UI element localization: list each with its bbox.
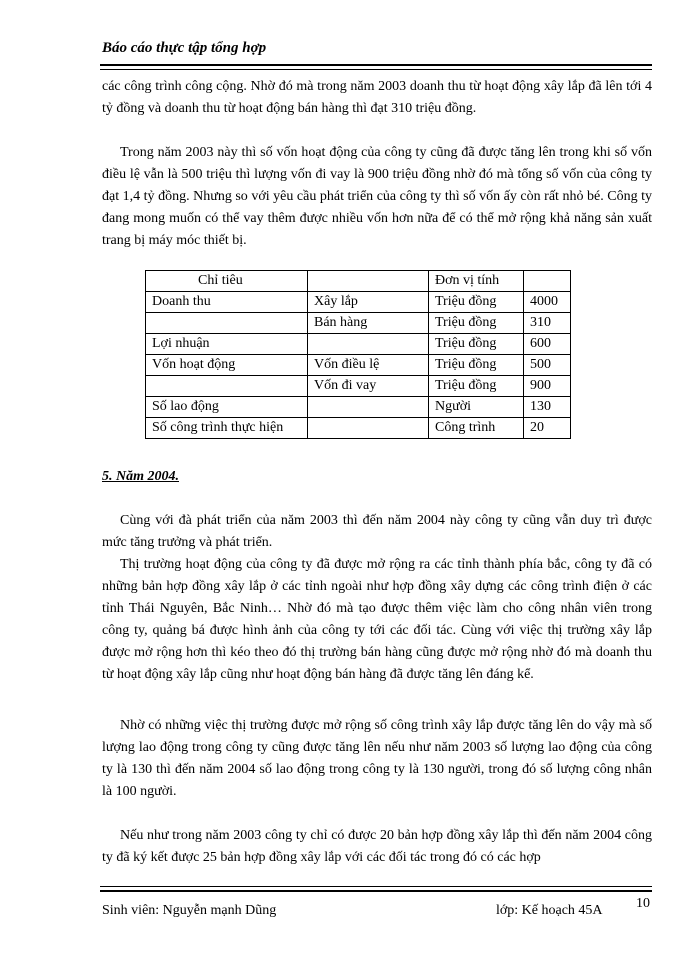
table-cell-main: Lợi nhuận	[146, 334, 308, 355]
table-cell-sub: Xây lắp	[308, 292, 429, 313]
table-cell-unit: Triệu đồng	[429, 313, 524, 334]
page-number: 10	[636, 896, 650, 911]
header-empty	[308, 271, 429, 292]
paragraph-labor-2004: Nhờ có những việc thị trường được mở rộng số công trình xây lắp được tăng lên do vậy mà số lượng lao động trong công ty cũng được tăng lên nếu như năm 2003 số lượng lao động của công ty là 130 thì đến năm 2004 số lao động trong công ty là 130 người, trong đó số lượng công nhân là 100 người.	[102, 718, 652, 799]
table-cell-value: 900	[524, 376, 571, 397]
table-cell-unit: Người	[429, 397, 524, 418]
paragraph-revenue-2003: các công trình công cộng. Nhờ đó mà trong năm 2003 doanh thu từ hoạt động xây lắp đã lên tới 4 tỷ đồng và doanh thu từ hoạt động bán hàng thì đạt 310 triệu đồng.	[102, 79, 652, 116]
table-cell-value: 600	[524, 334, 571, 355]
paragraph-capital-2003: Trong năm 2003 này thì số vốn hoạt động của công ty cũng đã được tăng lên trong khi số vốn điều lệ vẫn là 500 triệu thì lượng vốn đi vay là 900 triệu đồng nhờ đó mà tổng số vốn của công ty đạt 1,4 tỷ đồng. Nhưng so với yêu cầu phát triển của công ty thì số vốn ấy còn rất nhỏ bé. Công ty đang mong muốn có thể vay thêm được nhiều vốn hơn nữa để có thể mở rộng khả năng sản xuất trang bị máy móc thiết bị.	[102, 145, 652, 248]
header-value-empty	[524, 271, 571, 292]
footer-class: lớp: Kế hoạch 45A	[496, 903, 603, 918]
table-cell-main	[146, 376, 308, 397]
table-row	[146, 418, 571, 439]
table-cell-main	[146, 313, 308, 334]
table-cell-unit: Triệu đồng	[429, 292, 524, 313]
table-header-row	[146, 271, 571, 292]
footer-student: Sinh viên: Nguyễn mạnh Dũng	[102, 903, 277, 918]
table-cell-value: 4000	[524, 292, 571, 313]
table-cell-main: Doanh thu	[146, 292, 308, 313]
header-unit: Đơn vị tính	[429, 271, 524, 292]
table-cell-main: Vốn hoạt động	[146, 355, 308, 376]
table-cell-value: 130	[524, 397, 571, 418]
paragraph-market-2004: Thị trường hoạt động của công ty đã được mở rộng ra các tỉnh thành phía bắc, công ty đã có những bản hợp đồng xây lắp ở các tỉnh ngoài như hợp đồng xây dựng các công trình điện ở các tỉnh Thái Nguyên, Bắc Ninh… Nhờ đó mà tạo được thêm việc làm cho công nhân viên trong công ty, quảng bá được hình ảnh của công ty tới các đối tác. Cùng với việc thị trường xây lắp được mở rộng hơn thì kéo theo đó thị trường bán hàng cũng được mở rộng nhờ đó mà doanh thu từ hoạt động xây lắp cũng như hoạt động bán hàng đã được tăng lên đáng kể.	[102, 557, 652, 682]
paragraph-growth-2004: Cùng với đà phát triển của năm 2003 thì đến năm 2004 này công ty cũng vẫn duy trì được mức tăng trưởng và phát triển.	[102, 513, 652, 550]
table-row	[146, 292, 571, 313]
section-heading-2004: 5. Năm 2004.	[102, 469, 179, 484]
table-cell-value: 20	[524, 418, 571, 439]
table-cell-sub: Bán hàng	[308, 313, 429, 334]
table-row	[146, 355, 571, 376]
table-row	[146, 313, 571, 334]
header-divider	[100, 64, 652, 70]
table-cell-sub	[308, 418, 429, 439]
indicators-table	[145, 270, 571, 439]
table-cell-sub	[308, 397, 429, 418]
page-header-title: Báo cáo thực tập tổng hợp	[102, 40, 267, 56]
table-cell-value: 310	[524, 313, 571, 334]
paragraph-contracts-2004: Nếu như trong năm 2003 công ty chỉ có được 20 bản hợp đồng xây lắp thì đến năm 2004 công ty đã ký kết được 25 bản hợp đồng xây lắp với các đối tác trong đó có các hợp	[102, 828, 652, 865]
table-cell-value: 500	[524, 355, 571, 376]
table-cell-unit: Triệu đồng	[429, 376, 524, 397]
table-cell-unit: Công trình	[429, 418, 524, 439]
footer-divider	[100, 886, 652, 892]
table-cell-main: Số công trình thực hiện	[146, 418, 308, 439]
table-row	[146, 397, 571, 418]
table-row	[146, 334, 571, 355]
table-cell-main: Số lao động	[146, 397, 308, 418]
table-cell-unit: Triệu đồng	[429, 355, 524, 376]
table-row	[146, 376, 571, 397]
table-cell-sub: Vốn đi vay	[308, 376, 429, 397]
table-cell-unit: Triệu đồng	[429, 334, 524, 355]
header-indicator: Chỉ tiêu	[146, 271, 308, 292]
table-cell-sub: Vốn điều lệ	[308, 355, 429, 376]
table-cell-sub	[308, 334, 429, 355]
